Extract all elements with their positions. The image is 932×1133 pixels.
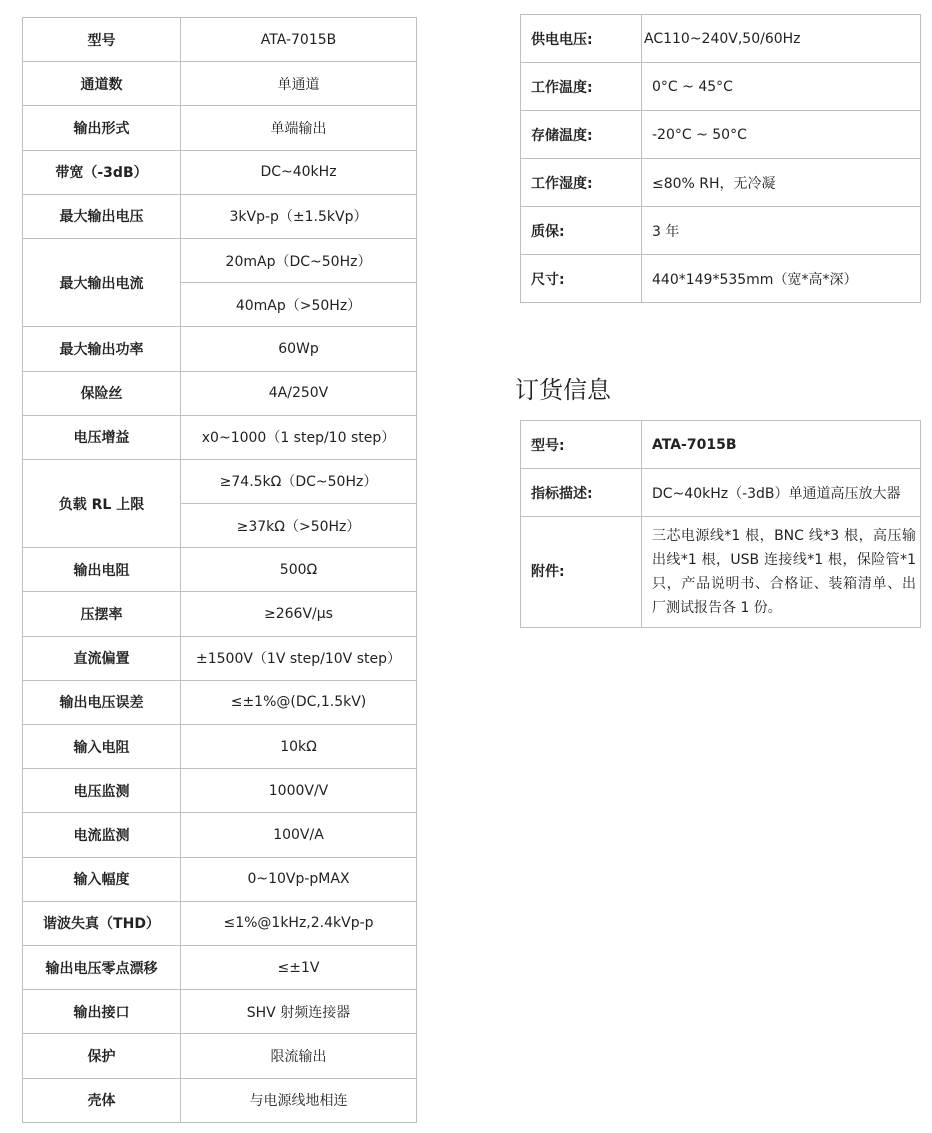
spec-key: 工作温度:	[521, 63, 642, 111]
table-row	[23, 18, 417, 62]
spec-key: 存储温度:	[521, 111, 642, 159]
table-row	[23, 990, 417, 1034]
spec-key: 输入幅度	[23, 857, 181, 901]
spec-key: 电压增益	[23, 415, 181, 459]
spec-value: 40mAp（>50Hz）	[181, 283, 417, 327]
spec-value: DC~40kHz	[181, 150, 417, 194]
spec-value: 单端输出	[181, 106, 417, 150]
spec-key: 保护	[23, 1034, 181, 1078]
table-row	[23, 62, 417, 106]
table-row	[23, 945, 417, 989]
spec-value: 20mAp（DC~50Hz）	[181, 238, 417, 282]
spec-key: 尺寸:	[521, 255, 642, 303]
spec-value: ≤±1%@(DC,1.5kV)	[181, 680, 417, 724]
spec-key: 输出接口	[23, 990, 181, 1034]
order-key: 型号:	[521, 421, 642, 469]
spec-value: SHV 射频连接器	[181, 990, 417, 1034]
table-row	[23, 592, 417, 636]
table-row	[521, 15, 921, 63]
order-info-heading: 订货信息	[515, 376, 611, 404]
spec-value: 单通道	[181, 62, 417, 106]
spec-value: 0~10Vp-pMAX	[181, 857, 417, 901]
spec-value: 500Ω	[181, 548, 417, 592]
spec-key: 压摆率	[23, 592, 181, 636]
spec-key: 输出形式	[23, 106, 181, 150]
spec-key: 电流监测	[23, 813, 181, 857]
spec-value: ≥37kΩ（>50Hz）	[181, 504, 417, 548]
table-row	[23, 1034, 417, 1078]
spec-value: 100V/A	[181, 813, 417, 857]
spec-key: 工作湿度:	[521, 159, 642, 207]
table-row	[521, 517, 921, 628]
spec-value: 60Wp	[181, 327, 417, 371]
table-row	[23, 327, 417, 371]
spec-value: AC110~240V,50/60Hz	[642, 15, 921, 63]
table-row	[521, 207, 921, 255]
table-row	[23, 194, 417, 238]
order-value: DC~40kHz（-3dB）单通道高压放大器	[642, 469, 921, 517]
spec-key: 保险丝	[23, 371, 181, 415]
spec-value: ≥74.5kΩ（DC~50Hz）	[181, 459, 417, 503]
spec-key: 直流偏置	[23, 636, 181, 680]
order-value: 三芯电源线*1 根，BNC 线*3 根，高压输出线*1 根，USB 连接线*1 根，保险管*1 只，产品说明书、合格证、装箱清单、出厂测试报告各 1 份。	[642, 517, 921, 628]
spec-key: 谐波失真（THD）	[23, 901, 181, 945]
spec-key: 最大输出电流	[23, 238, 181, 326]
spec-key: 输出电压误差	[23, 680, 181, 724]
spec-key: 输出电压零点漂移	[23, 945, 181, 989]
spec-value: x0~1000（1 step/10 step）	[181, 415, 417, 459]
spec-value: ATA-7015B	[181, 18, 417, 62]
table-row	[23, 1078, 417, 1122]
spec-key: 输出电阻	[23, 548, 181, 592]
spec-key: 负载 RL 上限	[23, 459, 181, 547]
table-row	[23, 636, 417, 680]
spec-value: 10kΩ	[181, 725, 417, 769]
spec-value: ±1500V（1V step/10V step）	[181, 636, 417, 680]
table-row	[23, 857, 417, 901]
table-row	[23, 459, 417, 503]
table-row	[23, 371, 417, 415]
spec-value: ≤1%@1kHz,2.4kVp-p	[181, 901, 417, 945]
table-row	[23, 725, 417, 769]
spec-key: 供电电压:	[521, 15, 642, 63]
spec-key: 最大输出功率	[23, 327, 181, 371]
spec-key: 最大输出电压	[23, 194, 181, 238]
spec-value: 440*149*535mm（宽*高*深）	[642, 255, 921, 303]
spec-value: 4A/250V	[181, 371, 417, 415]
table-row	[521, 111, 921, 159]
order-info-table	[520, 420, 921, 628]
spec-value: ≥266V/μs	[181, 592, 417, 636]
spec-value: 限流输出	[181, 1034, 417, 1078]
spec-value: 与电源线地相连	[181, 1078, 417, 1122]
spec-key: 带宽（-3dB）	[23, 150, 181, 194]
table-row	[23, 238, 417, 282]
spec-value: -20°C ~ 50°C	[642, 111, 921, 159]
table-row	[521, 469, 921, 517]
spec-value: 1000V/V	[181, 769, 417, 813]
order-key: 指标描述:	[521, 469, 642, 517]
table-row	[23, 901, 417, 945]
spec-key: 质保:	[521, 207, 642, 255]
table-row	[23, 106, 417, 150]
table-row	[521, 255, 921, 303]
spec-value: 0°C ~ 45°C	[642, 63, 921, 111]
table-row	[521, 159, 921, 207]
table-row	[23, 769, 417, 813]
order-value: ATA-7015B	[642, 421, 921, 469]
spec-value: ≤±1V	[181, 945, 417, 989]
table-row	[521, 63, 921, 111]
table-row	[23, 415, 417, 459]
spec-table-right	[520, 14, 921, 303]
spec-key: 电压监测	[23, 769, 181, 813]
spec-value: 3 年	[642, 207, 921, 255]
order-key: 附件:	[521, 517, 642, 628]
table-row	[23, 680, 417, 724]
spec-value: ≤80% RH，无冷凝	[642, 159, 921, 207]
table-row	[23, 150, 417, 194]
table-row	[521, 421, 921, 469]
spec-key: 输入电阻	[23, 725, 181, 769]
spec-table-left	[22, 17, 417, 1123]
table-row	[23, 548, 417, 592]
spec-key: 壳体	[23, 1078, 181, 1122]
table-row	[23, 813, 417, 857]
spec-key: 型号	[23, 18, 181, 62]
spec-value: 3kVp-p（±1.5kVp）	[181, 194, 417, 238]
spec-key: 通道数	[23, 62, 181, 106]
